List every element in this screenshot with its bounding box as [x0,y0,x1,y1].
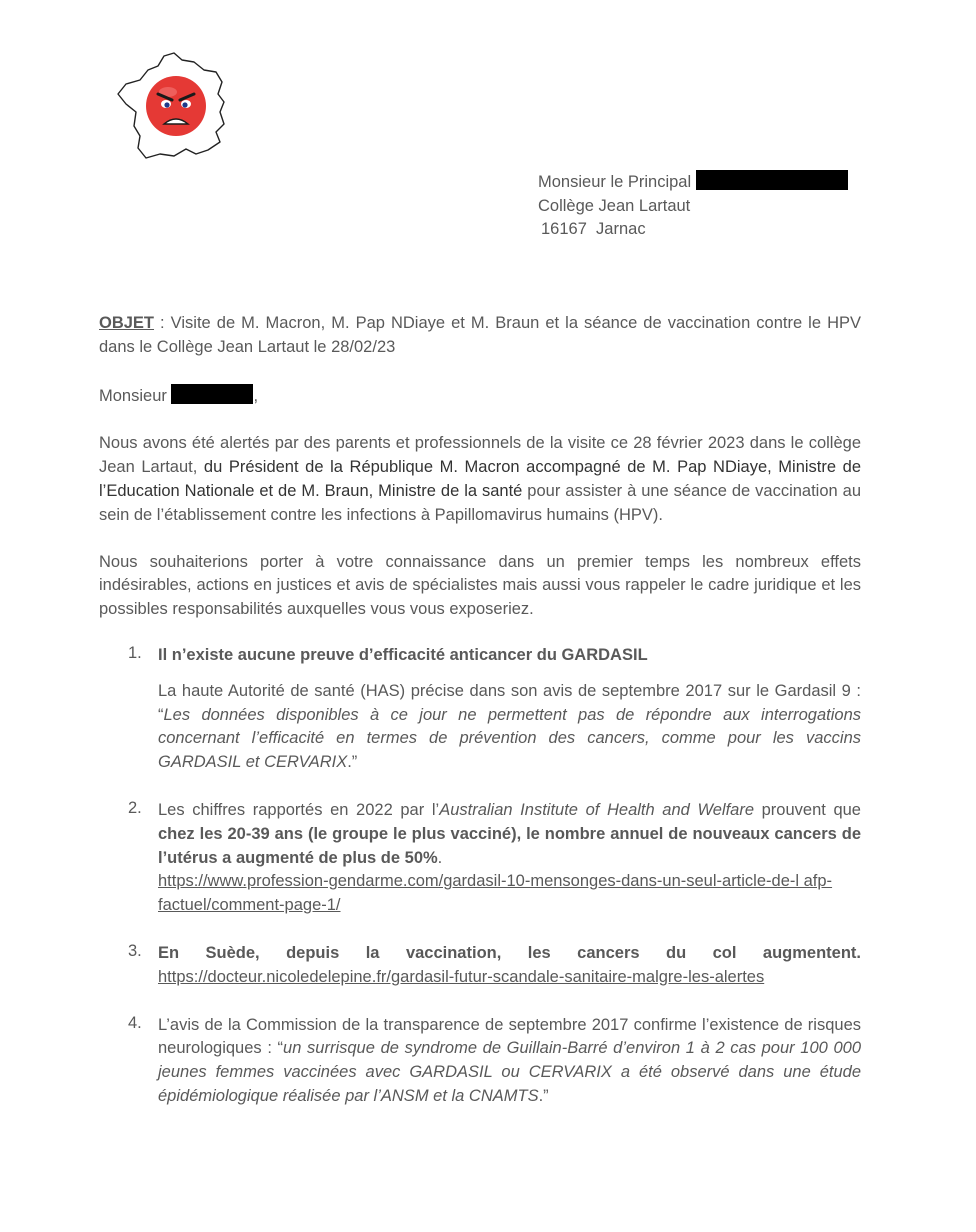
item-text: Les chiffres rapportés en 2022 par l’Australian Institute of Health and Welfare prouvent que chez les 20-39 ans (le groupe le plus vacciné), le nombre annuel de nouveaux cancers de l’utérus a augmenté de plus de 50%. [158,800,861,867]
item-title: Il n’existe aucune preuve d’efficacité anticancer du GARDASIL [158,645,648,664]
list-item [99,644,861,775]
letter-body [99,312,861,1109]
subject-label: OBJET [99,314,155,332]
recipient-address [538,170,848,242]
recipient-line-2: Collège Jean Lartaut [538,196,691,215]
list-number: 4. [128,1013,142,1032]
item-link-paragraph [158,870,861,918]
list-number: 3. [128,941,142,960]
redacted-name-block [696,170,848,190]
paragraph-intro: Nous avons été alertés par des parents et professionnels de la visite ce 28 février 2023 dans le collège Jean Lartaut, du Président de la République M. Macron accompagné de M. Pap NDiaye, Ministre de l’Education Nationale et de M. Braun, Ministre de la santé pour assister à une séance de vaccination au sein de l’établissement contre les infections à Papillomavirus humains (HPV). [99,434,861,524]
redacted-principal-name [171,384,253,404]
paragraph-context: Nous souhaiterions porter à votre connaissance dans un premier temps les nombreux effets indésirables, actions en justices et avis de spécialistes mais aussi vous rappeler le cadre juridique et les possibles responsabilités auxquelles vous vous exposeriez. [99,552,861,619]
salutation: Monsieur , [99,384,861,409]
list-item [99,1014,861,1109]
list-item [99,942,861,990]
recipient-line-1: Monsieur le Principal [538,170,848,195]
arguments-list [99,644,861,1109]
item-text: L’avis de la Commission de la transparence de septembre 2017 confirme l’existence de risques neurologiques : “un surrisque de syndrome de Guillain-Barré d’environ 1 à 2 cas pour 100 000 jeunes femmes vaccinées avec GARDASIL ou CERVARIX a été observé dans une étude épidémiologique réalisée par l’ANSM et la CNAMTS.” [158,1015,861,1105]
angry-france-map-logo [112,50,230,162]
source-link[interactable]: https://docteur.nicoledelepine.fr/gardasil-futur-scandale-sanitaire-malgre-les-alertes [158,967,765,986]
recipient-line-3: 16167 Jarnac [541,220,646,238]
list-item [99,799,861,918]
subject-line [99,312,861,360]
list-number: 1. [128,643,142,662]
item-text: La haute Autorité de santé (HAS) précise dans son avis de septembre 2017 sur le Gardasil 9 : “Les données disponibles à ce jour ne permettent pas de répondre aux interrogations concernant l’efficacité en termes de prévention des cancers, comme pour les vaccins GARDASIL et CERVARIX.” [158,681,861,772]
source-link[interactable]: https://www.profession-gendarme.com/gardasil-10-mensonges-dans-un-seul-article-de-l afp-factuel/comment-page-1/ [158,872,833,915]
list-number: 2. [128,798,142,817]
item-link-paragraph [158,966,861,990]
subject-text: : Visite de M. Macron, M. Pap NDiaye et M. Braun et la séance de vaccination contre le HPV dans le Collège Jean Lartaut le 28/02/23 [99,314,861,356]
item-title: En Suède, depuis la vaccination, les cancers du col augmentent. [158,943,861,962]
